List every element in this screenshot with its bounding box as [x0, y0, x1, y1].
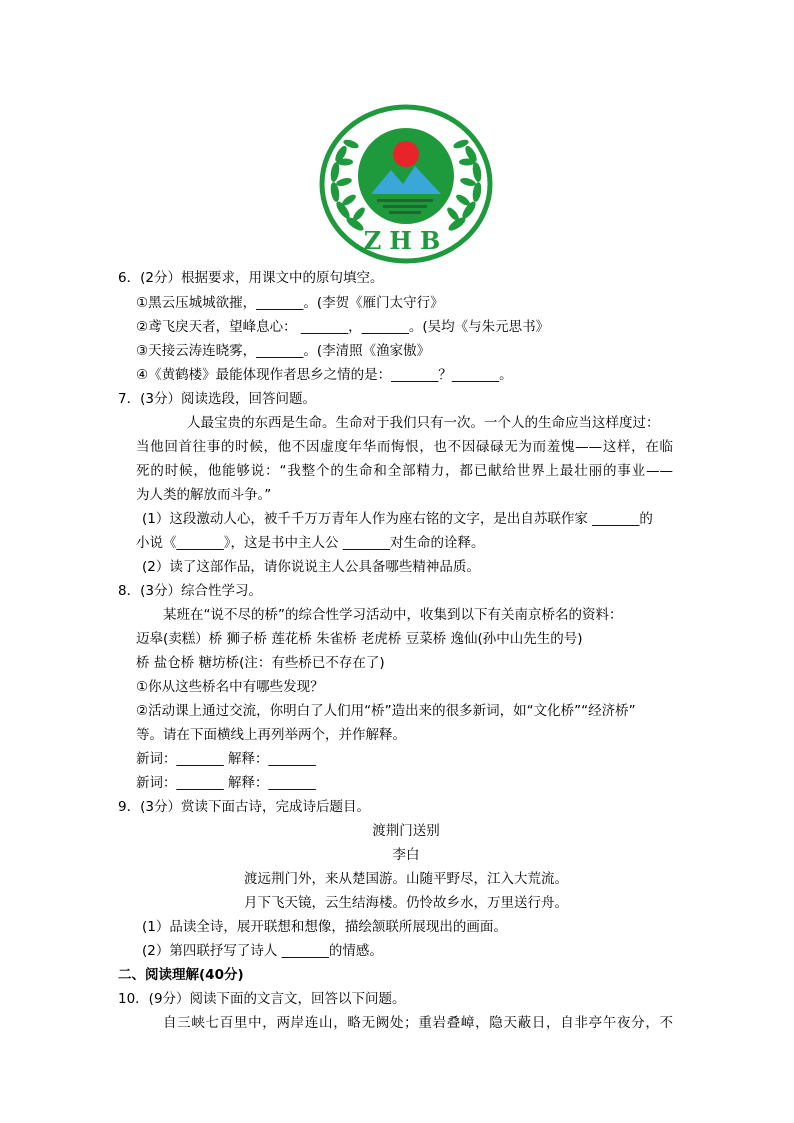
q8-bridges-line-1: 迈皋(卖糕）桥 狮子桥 莲花桥 朱雀桥 老虎桥 豆菜桥 逸仙(孙中山先生的号): [136, 631, 583, 647]
q7-passage-line-2: 当他回首往事的时候，他不因虚度年华而悔恨，也不因碌碌无为而羞愧——这样，在临: [136, 439, 673, 455]
q6-item-4: ④《黄鹤楼》最能体现作者思乡之情的是：_______？_______。: [136, 367, 513, 383]
q9-heading: 9．(3分）赏读下面古诗，完成诗后题目。: [118, 799, 370, 815]
q8-answer-line-2: 新词：_______ 解释：_______: [136, 775, 316, 791]
q6-item-2: ②鸢飞戾天者，望峰息心： _______，_______。(吴均《与朱元思书》: [136, 319, 550, 335]
q7-passage-line-1: 人最宝贵的东西是生命。生命对于我们只有一次。一个人的生命应当这样度过：: [187, 415, 660, 431]
q10-text-line-1: 自三峡七百里中，两岸连山，略无阙处；重岩叠嶂，隐天蔽日，自非亭午夜分，不: [163, 1015, 673, 1031]
q10-heading: 10．(9分）阅读下面的文言文，回答以下问题。: [118, 991, 406, 1007]
poem-author: 李白: [392, 847, 420, 863]
q8-answer-line-1: 新词：_______ 解释：_______: [136, 751, 316, 767]
q7-sub2: (2）读了这部作品，请你说说主人公具备哪些精神品质。: [142, 559, 480, 575]
q6-heading: 6．(2分）根据要求，用课文中的原句填空。: [118, 270, 384, 286]
q8-sub1: ①你从这些桥名中有哪些发现？: [136, 679, 324, 695]
q9-sub2: (2）第四联抒写了诗人 _______的情感。: [142, 943, 383, 959]
q6-item-1: ①黑云压城城欲摧，_______。(李贺《雁门太守行》: [136, 295, 444, 311]
q9-sub1: (1）品读全诗，展开联想和想像，描绘颔联所展现出的画面。: [142, 919, 507, 935]
q8-sub2-line-1: ②活动课上通过交流，你明白了人们用“桥”造出来的很多新词，如“文化桥”“经济桥”: [136, 703, 636, 719]
q7-passage-line-3: 死的时候，他能够说：“我整个的生命和全部精力，都已献给世界上最壮丽的事业——: [136, 463, 673, 479]
q7-passage-line-4: 为人类的解放而斗争。”: [136, 487, 272, 503]
zhb-logo-emblem: [319, 104, 493, 264]
q8-bridges-line-2: 桥 盐仓桥 糖坊桥(注：有些桥已不存在了): [136, 655, 385, 671]
q8-sub2-line-2: 等。请在下面横线上再列举两个，并作解释。: [136, 727, 406, 743]
poem-verse-2: 月下飞天镜，云生结海楼。仍怜故乡水，万里送行舟。: [244, 895, 568, 911]
poem-title: 渡荆门送别: [372, 823, 440, 839]
q7-heading: 7．(3分）阅读选段，回答问题。: [118, 391, 316, 407]
section-heading: 二、阅读理解(40分): [118, 967, 244, 983]
q7-sub1-line-2: 小说《_______》，这是书中主人公 _______对生命的诠释。: [136, 535, 485, 551]
q6-item-3: ③天接云涛连晓雾，_______。(李清照《渔家傲》: [136, 343, 431, 359]
q8-heading: 8．(3分）综合性学习。: [118, 583, 262, 599]
q8-intro: 某班在“说不尽的桥”的综合性学习活动中，收集到以下有关南京桥名的资料：: [163, 607, 623, 623]
logo-text: ZHB: [363, 226, 449, 255]
q7-sub1-line-1: (1）这段激动人心，被千千万万青年人作为座右铭的文字，是出自苏联作家 _______的: [142, 511, 653, 527]
poem-verse-1: 渡远荆门外，来从楚国游。山随平野尽，江入大荒流。: [244, 871, 568, 887]
